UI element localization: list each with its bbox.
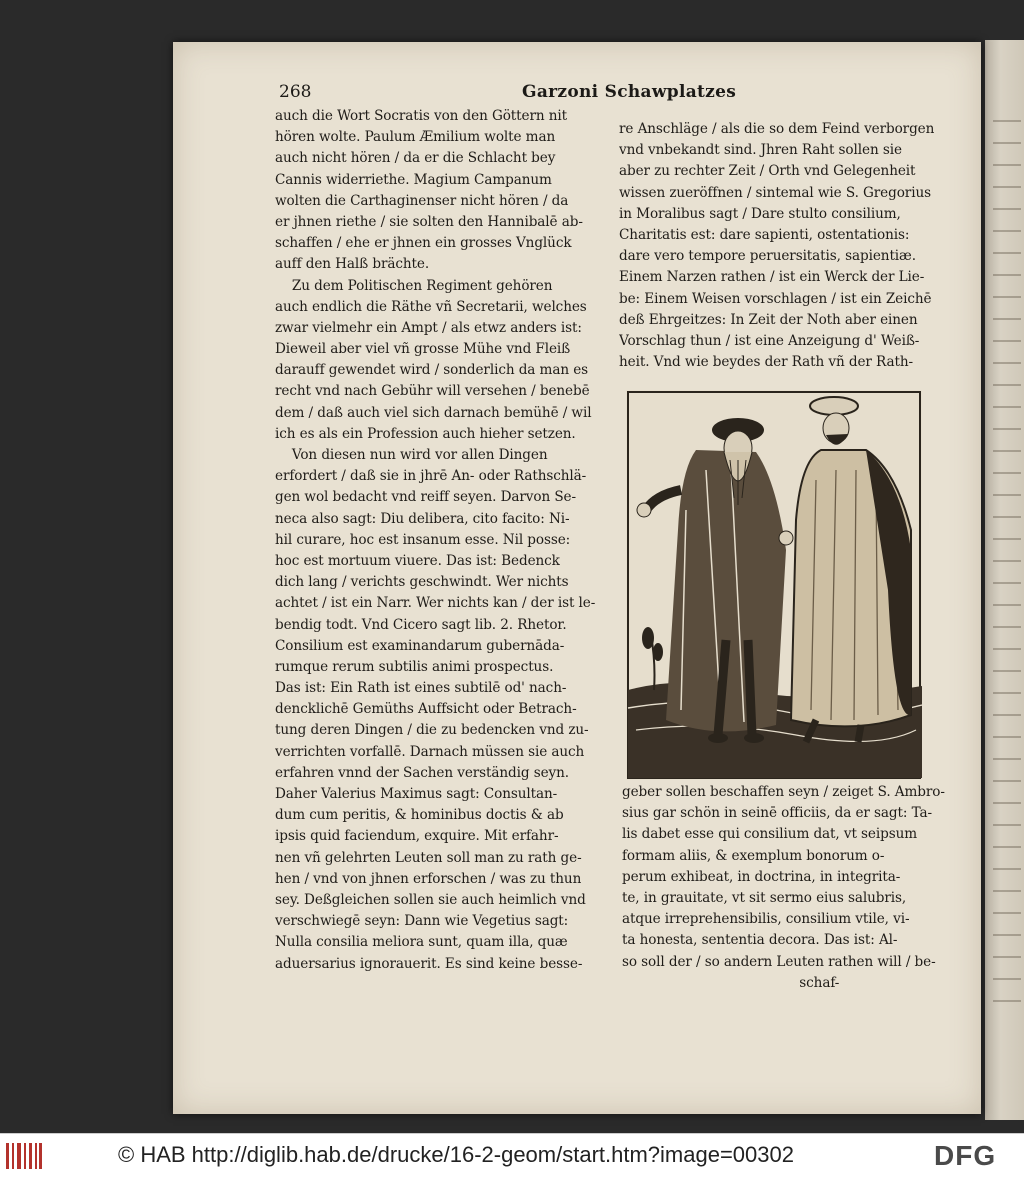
text-line: re Anschläge / als die so dem Feind verborgen: [619, 121, 935, 137]
text-line: formam aliis, & exemplum bonorum o-: [622, 847, 885, 864]
text-line: auch die Wort Socratis von den Göttern nit: [275, 108, 568, 124]
text-line: verschwiegē seyn: Dann wie Vegetius sagt:: [275, 913, 569, 930]
copyright-url: © HAB http://diglib.hab.de/drucke/16-2-geom/start.htm?image=00302: [118, 1142, 794, 1167]
text-line: lis dabet esse qui consilium dat, vt seipsum: [622, 826, 918, 843]
text-line: heit. Vnd wie beydes der Rath vñ der Rath-: [619, 354, 914, 371]
text-line: so soll der / so andern Leuten rathen will / be-: [622, 953, 936, 970]
text-line: er jhnen riethe / sie solten den Hannibalē ab-: [275, 213, 583, 230]
text-line: hören wolte. Paulum Æmilium wolte man: [275, 129, 556, 146]
woodcut-illustration-two-counselors: [626, 390, 922, 780]
text-line: Cannis widerriethe. Magium Campanum: [275, 171, 552, 188]
page-number: 268: [279, 82, 312, 102]
text-line: te, in grauitate, vt sit sermo eius salubris,: [622, 889, 907, 906]
text-line: atque irreprehensibilis, consilium vtile, vi-: [622, 911, 910, 928]
text-line: Charitatis est: dare sapienti, ostentationis:: [619, 226, 910, 243]
text-line: be: Einem Weisen vorschlagen / ist ein Zeichē: [619, 290, 932, 307]
dfg-logo: DFG: [934, 1140, 997, 1171]
text-line: dencklichē Gemüths Auffsicht oder Betrach-: [275, 701, 577, 718]
text-line: Das ist: Ein Rath ist eines subtilē od' nach-: [275, 680, 567, 697]
text-line: darauff gewendet wird / sonderlich da man es: [275, 362, 589, 379]
text-line: neca also sagt: Diu delibera, cito facito: Ni-: [275, 510, 570, 527]
text-line: geber sollen beschaffen seyn / zeiget S. Ambro-: [622, 784, 945, 800]
text-line: perum exhibeat, in doctrina, in integrita-: [622, 868, 901, 885]
text-line: tung deren Dingen / die zu bedencken vnd zu-: [275, 722, 589, 739]
text-line: ta honesta, sententia decora. Das ist: Al-: [622, 932, 898, 949]
text-line: dich lang / verichts geschwindt. Wer nichts: [275, 574, 569, 591]
text-line: schaf-: [622, 974, 840, 991]
text-line: Dieweil aber viel vñ grosse Mühe vnd Fleiß: [275, 341, 571, 358]
text-line: Consilium est examinandarum gubernāda-: [275, 637, 565, 654]
text-line: aber zu rechter Zeit / Orth vnd Gelegenheit: [619, 163, 916, 180]
text-line: ich es als ein Profession auch hieher setzen.: [275, 425, 576, 442]
text-line: gen wol bedacht vnd reiff seyen. Darvon Se-: [275, 489, 576, 506]
text-line: auff den Halß brächte.: [275, 256, 430, 273]
text-line: bendig todt. Vnd Cicero sagt lib. 2. Rhetor.: [275, 616, 567, 633]
text-line: erfordert / daß sie in jhrē An- oder Rathschlä-: [275, 468, 587, 485]
text-line: auch nicht hören / da er die Schlacht bey: [275, 150, 556, 167]
text-line: recht vnd nach Gebühr will versehen / benebē: [275, 383, 590, 400]
text-line: deß Ehrgeitzes: In Zeit der Noth aber einen: [619, 311, 918, 328]
text-line: verrichten vorfallē. Darnach müssen sie auch: [275, 743, 585, 760]
running-head: Garzoni Schawplatzes: [522, 82, 737, 102]
text-line: hoc est mortuum viuere. Das ist: Bedenck: [275, 552, 560, 569]
text-line: Von diesen nun wird vor allen Dingen: [275, 447, 548, 463]
text-line: nen vñ gelehrten Leuten soll man zu rath ge-: [275, 849, 582, 866]
text-line: erfahren vnnd der Sachen verständig seyn.: [275, 764, 570, 781]
text-line: Einem Narzen rathen / ist ein Werck der Lie-: [619, 269, 925, 286]
text-line: schaffen / ehe er jhnen ein grosses Vnglück: [275, 235, 572, 252]
right-text-column-bottom: [622, 782, 947, 994]
text-line: Vorschlag thun / ist eine Anzeigung d' Weiß-: [619, 332, 920, 349]
right-text-column-top: [619, 119, 944, 373]
text-line: Nulla consilia meliora sunt, quam illa, quæ: [275, 934, 568, 951]
text-line: hen / vnd von jhnen erforschen / was zu thun: [275, 870, 582, 887]
hab-barcode-icon: [4, 1139, 44, 1173]
text-line: sius gar schön in seinē officiis, da er sagt: Ta-: [622, 805, 932, 822]
left-text-column: [275, 106, 610, 975]
text-line: auch endlich die Räthe vñ Secretarii, welches: [275, 298, 587, 315]
text-line: achtet / ist ein Narr. Wer nichts kan / der ist le-: [275, 595, 596, 612]
text-line: hil curare, hoc est insanum esse. Nil posse:: [275, 531, 571, 548]
text-line: dem / daß auch viel sich darnach bemühē / wil: [275, 404, 592, 421]
text-line: vnd vnbekandt sind. Jhren Raht sollen sie: [619, 142, 902, 159]
viewer-footer: [0, 1133, 1024, 1178]
text-line: in Moralibus sagt / Dare stulto consilium,: [619, 205, 901, 222]
text-line: zwar vielmehr ein Ampt / als etwz anders ist:: [275, 319, 582, 336]
text-line: sey. Deßgleichen sollen sie auch heimlich vnd: [275, 891, 586, 908]
text-line: rumque rerum subtilis animi prospectus.: [275, 658, 554, 675]
text-line: ipsis quid faciendum, exquire. Mit erfahr-: [275, 828, 559, 845]
text-line: dare vero tempore peruersitatis, sapientiæ.: [619, 248, 916, 265]
text-line: Zu dem Politischen Regiment gehören: [275, 277, 553, 294]
text-line: aduersarius ignorauerit. Es sind keine besse-: [275, 955, 583, 972]
text-line: wissen zueröffnen / sintemal wie S. Gregorius: [619, 184, 931, 201]
text-line: dum cum peritis, & hominibus doctis & ab: [275, 807, 564, 824]
text-line: wolten die Carthaginenser nicht hören / da: [275, 192, 569, 209]
text-line: Daher Valerius Maximus sagt: Consultan-: [275, 786, 558, 802]
next-page-edge: [985, 40, 1024, 1120]
